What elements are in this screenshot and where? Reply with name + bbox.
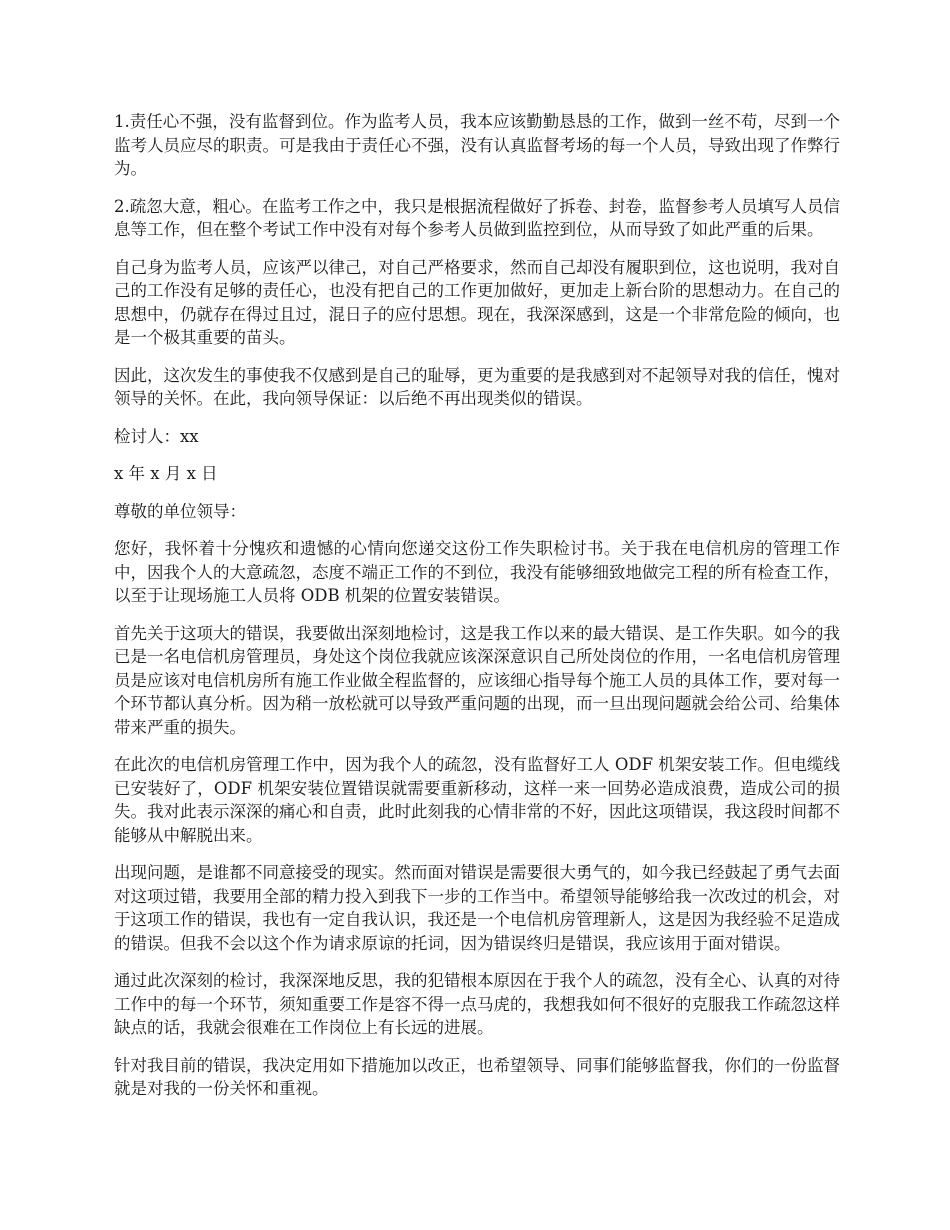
paragraph-incident: 在此次的电信机房管理工作中，因为我个人的疏忽，没有监督好工人 ODF 机架安装工作。但电缆线已安装好了，ODF 机架安装位置错误就需要重新移动，这样一来一回势必造成浪费，造成公司的损失。我对此表示深深的痛心和自责，此时此刻我的心情非常的不好，因此这项错误，我这段时间都不能够从中解脱出来。	[114, 755, 840, 845]
paragraph-first-review: 首先关于这项大的错误，我要做出深刻地检讨，这是我工作以来的最大错误、是工作失职。如今的我已是一名电信机房管理员，身处这个岗位我就应该深深意识自己所处岗位的作用，一名电信机房管理员是应该对电信机房所有施工作业做全程监督的，应该细心指导每个施工人员的具体工作，要对每一个环节都认真分析。因为稍一放松就可以导致严重问题的出现，而一旦出现问题就会给公司、给集体带来严重的损失。	[114, 623, 840, 737]
salutation: 尊敬的单位领导：	[114, 501, 246, 521]
paragraph-intro: 您好，我怀着十分愧疚和遗憾的心情向您递交这份工作失职检讨书。关于我在电信机房的管理工作中，因我个人的大意疏忽，态度不端正工作的不到位，我没有能够细致地做完工程的所有检查工作，以至于让现场施工人员将 ODB 机架的位置安装错误。	[114, 539, 840, 605]
paragraph-promise: 因此，这次发生的事使我不仅感到是自己的耻辱，更为重要的是我感到对不起领导对我的信任，愧对领导的关怀。在此，我向领导保证：以后绝不再出现类似的错误。	[114, 365, 840, 408]
paragraph-responsibility: 1.责任心不强，没有监督到位。作为监考人员，我本应该勤勤恳恳的工作，做到一丝不苟，尽到一个监考人员应尽的职责。可是我由于责任心不强，没有认真监督考场的每一个人员，导致出现了作弊行为。	[114, 112, 840, 178]
paragraph-carelessness: 2.疏忽大意，粗心。在监考工作之中，我只是根据流程做好了拆卷、封卷，监督参考人员填写人员信息等工作，但在整个考试工作中没有对每个参考人员做到监控到位，从而导致了如此严重的后果。	[114, 196, 840, 239]
paragraph-root-cause: 通过此次深刻的检讨，我深深地反思，我的犯错根本原因在于我个人的疏忽，没有全心、认真的对待工作中的每一个环节，须知重要工作是容不得一点马虎的，我想我如何不很好的克服我工作疏忽这样缺点的话，我就会很难在工作岗位上有长远的进展。	[114, 971, 840, 1037]
paragraph-courage: 出现问题，是谁都不同意接受的现实。然而面对错误是需要很大勇气的，如今我已经鼓起了勇气去面对这项过错，我要用全部的精力投入到我下一步的工作当中。希望领导能够给我一次改过的机会，对于这项工作的错误，我也有一定自我认识，我还是一个电信机房管理新人，这是因为我经验不足造成的错误。但我不会以这个作为请求原谅的托词，因为错误终归是错误，我应该用于面对错误。	[114, 863, 840, 953]
date-line: x 年 x 月 x 日	[114, 464, 218, 483]
paragraph-self-reflection: 自己身为监考人员，应该严以律己，对自己严格要求，然而自己却没有履职到位，这也说明，我对自己的工作没有足够的责任心，也没有把自己的工作更加做好，更加走上新台阶的思想动力。在自己的思想中，仍就存在得过且过，混日子的应付思想。现在，我深深感到，这是一个非常危险的倾向，也是一个极其重要的苗头。	[114, 257, 840, 347]
document-body	[114, 110, 840, 1115]
signature-line: 检讨人：xx	[114, 426, 199, 446]
paragraph-measures: 针对我目前的错误，我决定用如下措施加以改正，也希望领导、同事们能够监督我，你们的一份监督就是对我的一份关怀和重视。	[114, 1055, 840, 1098]
